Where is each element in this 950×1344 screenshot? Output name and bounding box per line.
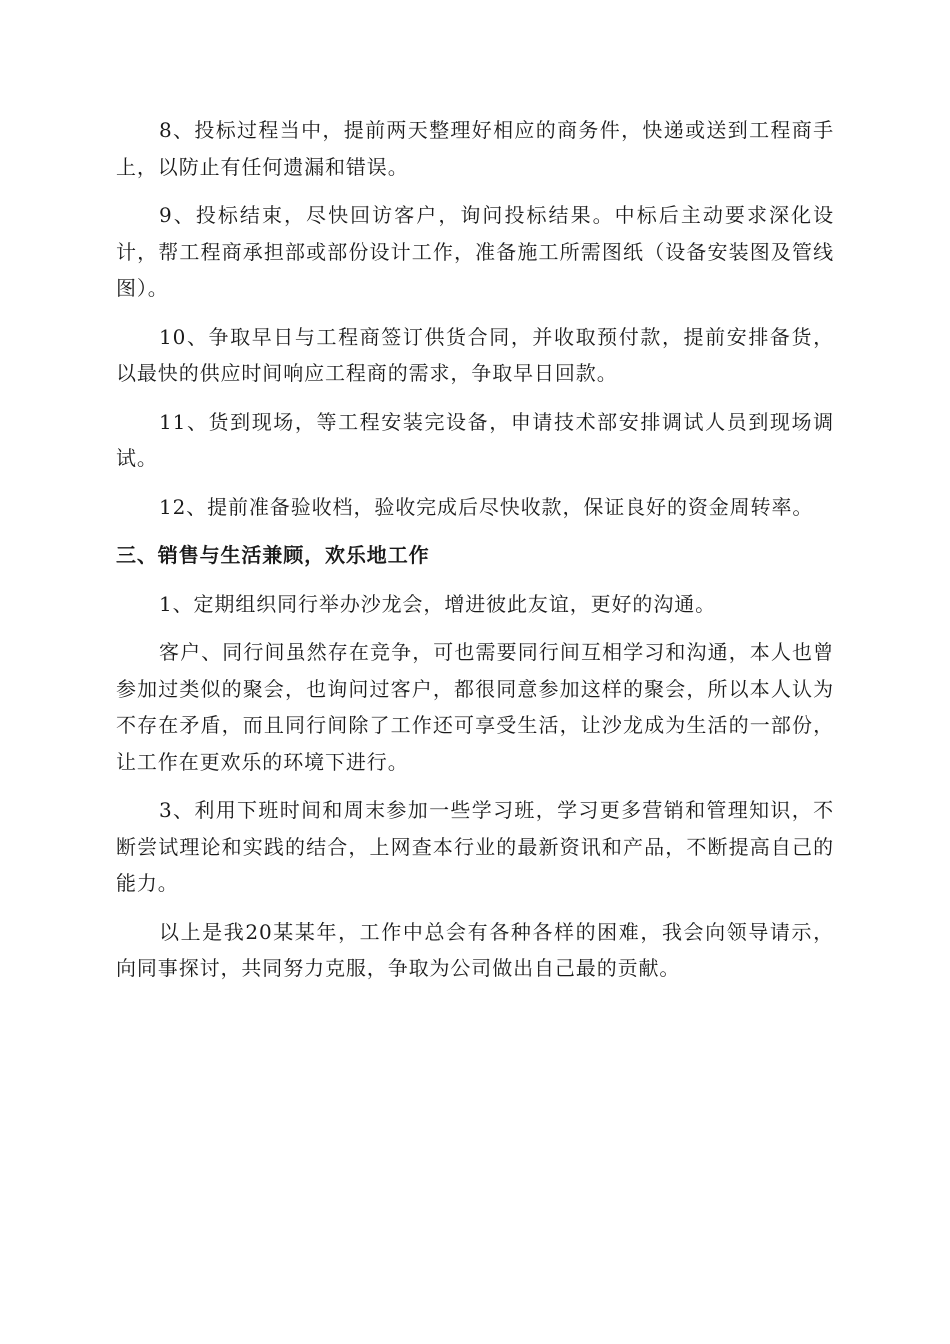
paragraph-conclusion: 以上是我20某某年，工作中总会有各种各样的困难，我会向领导请示，向同事探讨，共同努力克服，争取为公司做出自己最的贡献。 [116,919,834,980]
paragraph-item-10: 10、争取早日与工程商签订供货合同，并收取预付款，提前安排备货，以最快的供应时间响应工程商的需求，争取早日回款。 [116,324,834,385]
paragraph-item-3: 3、利用下班时间和周末参加一些学习班，学习更多营销和管理知识，不断尝试理论和实践的结合，上网查本行业的最新资讯和产品，不断提高自己的能力。 [116,798,834,895]
paragraph-item-9: 9、投标结束，尽快回访客户，询问投标结果。中标后主动要求深化设计，帮工程商承担部或部份设计工作，准备施工所需图纸（设备安装图及管线图）。 [116,203,834,300]
paragraph-competition: 客户、同行间虽然存在竞争，可也需要同行间互相学习和沟通，本人也曾参加过类似的聚会，也询问过客户，都很同意参加这样的聚会，所以本人认为不存在矛盾，而且同行间除了工作还可享受生活，让沙龙成为生活的一部份，让工作在更欢乐的环境下进行。 [116,640,834,774]
paragraph-item-8: 8、投标过程当中，提前两天整理好相应的商务件，快递或送到工程商手上，以防止有任何遗漏和错误。 [116,118,834,179]
paragraph-item-1: 1、定期组织同行举办沙龙会，增进彼此友谊，更好的沟通。 [159,591,717,616]
paragraph-item-11: 11、货到现场，等工程安装完设备，申请技术部安排调试人员到现场调试。 [116,409,834,470]
document-page [116,112,834,999]
section-heading: 三、销售与生活兼顾，欢乐地工作 [116,543,430,567]
paragraph-item-12: 12、提前准备验收档，验收完成后尽快收款，保证良好的资金周转率。 [159,494,814,519]
